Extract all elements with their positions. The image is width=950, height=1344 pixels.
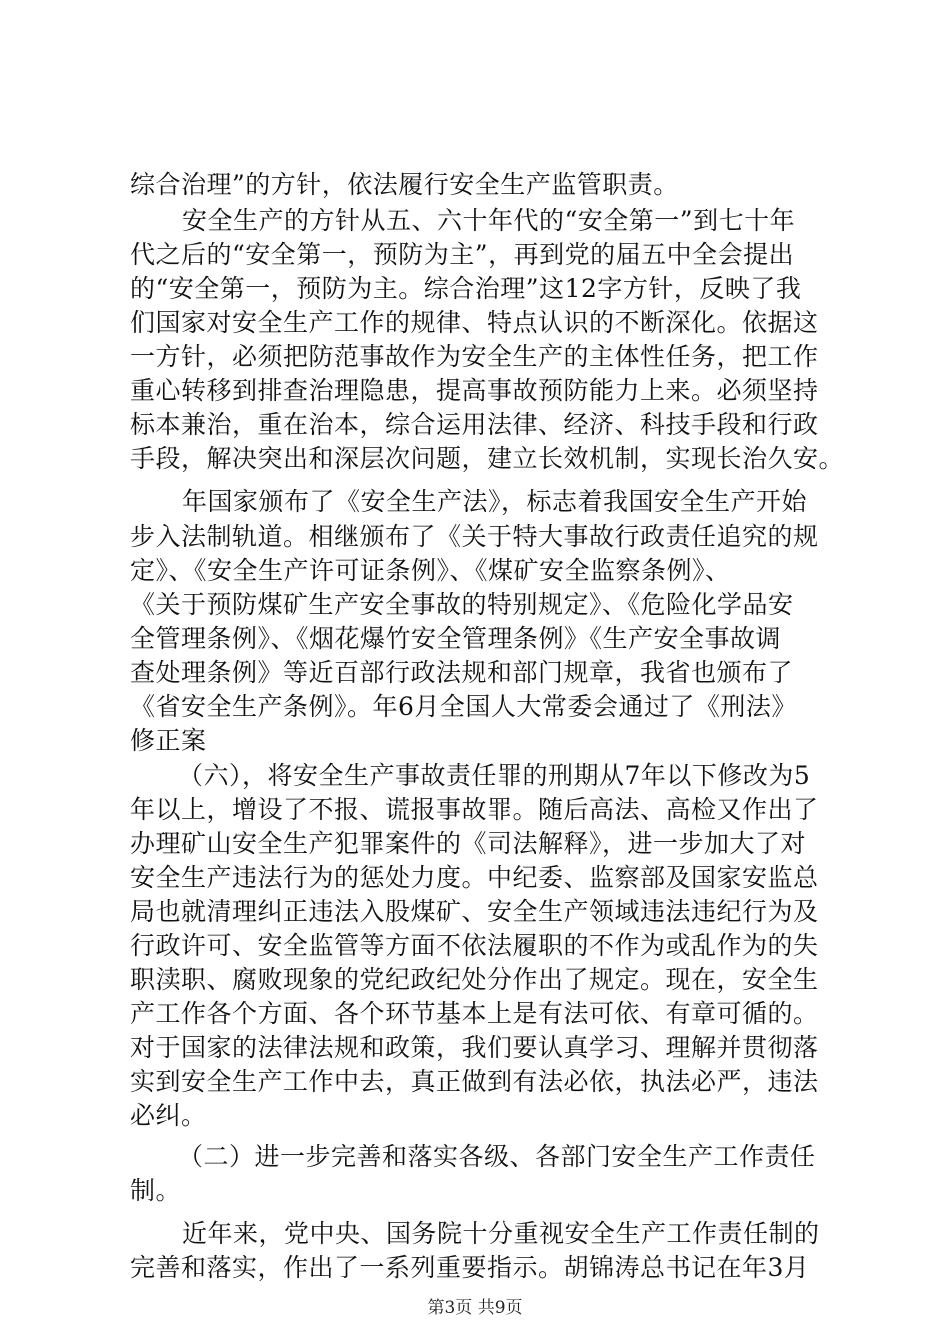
text-line: 全管理条例》、《烟花爆竹安全管理条例》《生产安全事故调 [130, 624, 782, 653]
text-line: 标本兼治，重在治本，综合运用法律、经济、科技手段和行政 [130, 410, 819, 439]
text-line: 完善和落实，作出了一系列重要指示。胡锦涛总书记在年3月 [130, 1253, 810, 1282]
text-line: 办理矿山安全生产犯罪案件的《司法解释》，进一步加大了对 [130, 829, 807, 858]
text-line: 行政许可、安全监管等方面不依法履职的不作为或乱作为的失 [130, 931, 819, 960]
text-line: （二）进一步完善和落实各级、各部门安全生产工作责任 [178, 1142, 816, 1171]
text-line: 重心转移到排查治理隐患，提高事故预防能力上来。必须坚持 [130, 376, 819, 405]
page-number-footer: 第3页 共9页 [427, 1298, 523, 1318]
text-line: 制。 [130, 1176, 182, 1205]
text-line: 安全生产的方针从五、六十年代的“安全第一”到七十年 [182, 206, 796, 235]
text-line: 《关于预防煤矿生产安全事故的特别规定》、《危险化学品安 [130, 590, 794, 619]
text-line: 的“安全第一，预防为主。综合治理”这12字方针，反映了我 [130, 274, 802, 303]
text-line: 年国家颁布了《安全生产法》，标志着我国安全生产开始 [182, 487, 808, 516]
text-line: 近年来，党中央、国务院十分重视安全生产工作责任制的 [182, 1219, 820, 1248]
text-line: 《省安全生产条例》。年6月全国人大常委会通过了《刑法》 [130, 692, 797, 721]
text-line: 查处理条例》等近百部行政法规和部门规章，我省也颁布了 [130, 658, 794, 687]
text-line: 年以上，增设了不报、谎报事故罪。随后高法、高检又作出了 [130, 795, 819, 824]
text-line: 必纠。 [130, 1101, 207, 1130]
text-line: 职渎职、腐败现象的党纪政纪处分作出了规定。现在，安全生 [130, 965, 819, 994]
text-line: 代之后的“安全第一，预防为主”，再到党的届五中全会提出 [130, 240, 795, 269]
text-line: 定》、《安全生产许可证条例》、《煤矿安全监察条例》、 [130, 556, 731, 585]
text-line: 对于国家的法律法规和政策，我们要认真学习、理解并贯彻落 [130, 1033, 819, 1062]
text-line: 们国家对安全生产工作的规律、特点认识的不断深化。依据这 [130, 308, 819, 337]
text-line: 手段，解决突出和深层次问题，建立长效机制，实现长治久安。 [130, 444, 845, 473]
text-line: 产工作各个方面、各个环节基本上是有法可依、有章可循的。 [130, 999, 819, 1028]
text-line: 一方针，必须把防范事故作为安全生产的主体性任务，把工作 [130, 342, 819, 371]
text-line: 综合治理”的方针，依法履行安全生产监管职责。 [130, 170, 679, 199]
text-line: 局也就清理纠正违法入股煤矿、安全生产领域违法违纪行为及 [130, 897, 819, 926]
text-line: 修正案 [130, 726, 207, 755]
text-line: 步入法制轨道。相继颁布了《关于特大事故行政责任追究的规 [130, 522, 819, 551]
text-line: 实到安全生产工作中去，真正做到有法必依，执法必严，违法 [130, 1067, 819, 1096]
text-line: （六），将安全生产事故责任罪的刑期从7年以下修改为5 [178, 761, 811, 790]
text-line: 安全生产违法行为的惩处力度。中纪委、监察部及国家安监总 [130, 863, 819, 892]
